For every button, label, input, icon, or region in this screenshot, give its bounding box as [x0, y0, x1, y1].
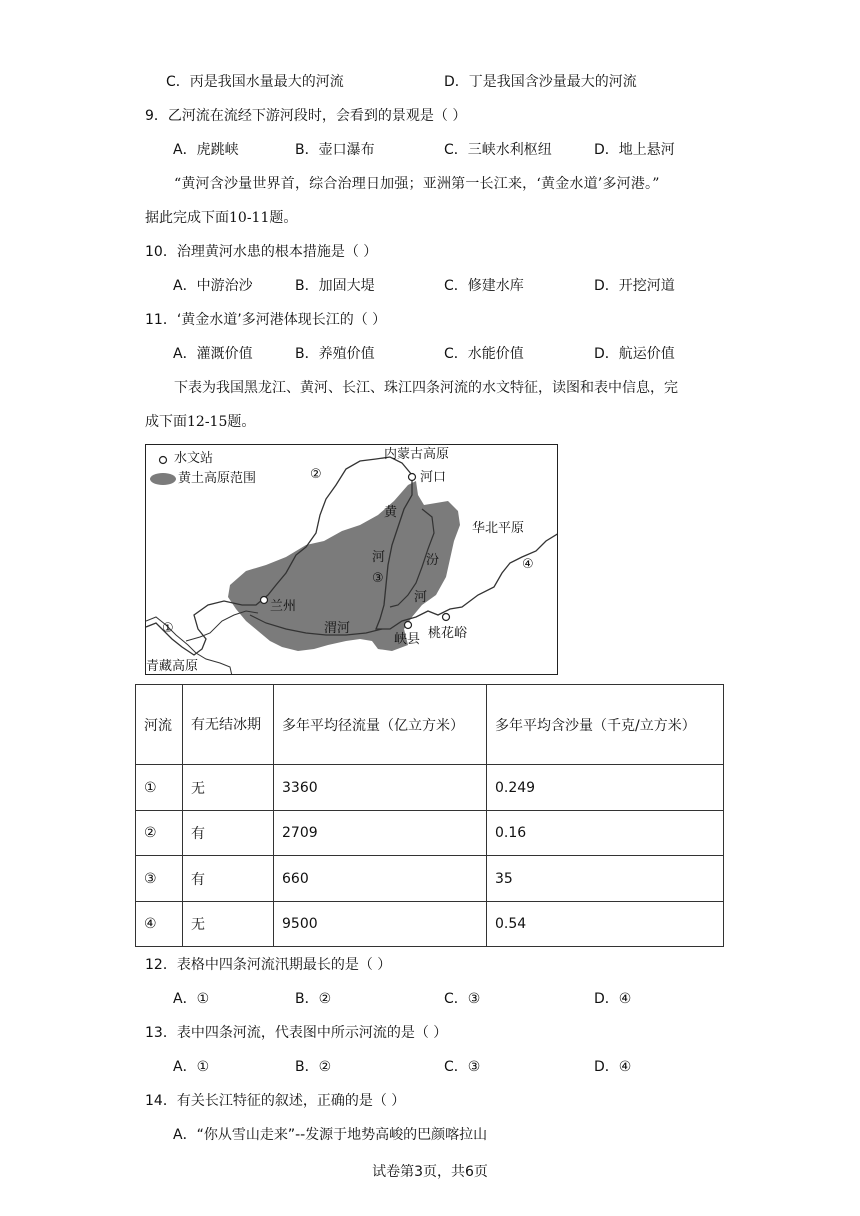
header-river: 河流	[136, 685, 183, 765]
q13-option-d: D．④	[594, 1059, 632, 1075]
cell-river: ③	[136, 856, 183, 902]
label-qinghai-tibet-plateau: 青藏高原	[146, 659, 199, 674]
cell-ice: 无	[183, 902, 274, 947]
cell-river: ④	[136, 902, 183, 947]
table-row	[136, 902, 724, 947]
header-ice-period: 有无结冰期	[183, 685, 274, 765]
label-taohuayu: 桃花峪	[428, 626, 468, 641]
cell-sediment: 0.249	[487, 765, 724, 811]
label-river-4: ④	[522, 557, 534, 572]
cell-runoff: 3360	[274, 765, 487, 811]
passage-instruction: 据此完成下面10-11题。	[145, 210, 298, 226]
q9-option-d: D．地上悬河	[594, 142, 675, 158]
passage-table-intro: 下表为我国黑龙江、黄河、长江、珠江四条河流的水文特征，读图和表中信息，完	[174, 380, 678, 396]
label-lanzhou: 兰州	[270, 599, 297, 614]
q13-option-a: A．①	[173, 1059, 210, 1075]
label-he-1: 河	[372, 550, 386, 565]
hydrology-table	[135, 684, 724, 947]
table-row	[136, 765, 724, 811]
cell-runoff: 2709	[274, 811, 487, 856]
label-river-3: ③	[372, 571, 384, 586]
q11-stem: 11．‘黄金水道’多河港体现长江的（ ）	[145, 312, 387, 328]
cell-river: ①	[136, 765, 183, 811]
table-header-row	[136, 685, 724, 765]
passage-table-instruction: 成下面12-15题。	[145, 414, 256, 430]
legend-loess-label: 黄土高原范围	[178, 471, 257, 486]
station-xiaxian	[405, 622, 412, 629]
label-he-2: 河	[414, 590, 428, 605]
q9-stem: 9．乙河流在流经下游河段时，会看到的景观是（ ）	[145, 108, 467, 124]
cell-river: ②	[136, 811, 183, 856]
q11-option-d: D．航运价值	[594, 346, 675, 362]
q11-option-c: C．水能价值	[444, 346, 524, 362]
station-taohuayu	[443, 614, 450, 621]
q10-stem: 10．治理黄河水患的根本措施是（ ）	[145, 244, 378, 260]
page-footer: 试卷第3页，共6页	[372, 1164, 488, 1180]
cell-ice: 有	[183, 811, 274, 856]
q13-option-b: B．②	[295, 1059, 332, 1075]
station-lanzhou	[261, 597, 268, 604]
station-hekou	[409, 474, 416, 481]
q10-option-c: C．修建水库	[444, 278, 524, 294]
header-sediment: 多年平均含沙量（千克/立方米）	[487, 685, 724, 765]
label-inner-mongolia: 内蒙古高原	[384, 447, 450, 462]
cell-sediment: 0.54	[487, 902, 724, 947]
cell-runoff: 9500	[274, 902, 487, 947]
header-runoff: 多年平均径流量（亿立方米）	[274, 685, 487, 765]
label-weihe: 渭河	[324, 621, 351, 636]
table-row	[136, 811, 724, 856]
q12-option-a: A．①	[173, 991, 210, 1007]
label-hekou: 河口	[420, 470, 447, 485]
q10-option-d: D．开挖河道	[594, 278, 675, 294]
q14-option-a: A．“你从雪山走来”--发源于地势高峻的巴颜喀拉山	[173, 1127, 488, 1143]
q13-stem: 13．表中四条河流，代表图中所示河流的是（ ）	[145, 1025, 448, 1041]
table-row	[136, 856, 724, 902]
q9-option-c: C．三峡水利枢纽	[444, 142, 552, 158]
q9-option-b: B．壶口瀑布	[295, 142, 375, 158]
cell-sediment: 35	[487, 856, 724, 902]
q12-option-b: B．②	[295, 991, 332, 1007]
legend-station-symbol	[160, 457, 167, 464]
label-river-1: ①	[162, 621, 174, 636]
legend-station-label: 水文站	[174, 451, 214, 466]
yellow-river-map	[145, 444, 558, 675]
label-river-2: ②	[310, 467, 322, 482]
q8-option-d: D．丁是我国含沙量最大的河流	[444, 74, 637, 90]
q8-option-c: C．丙是我国水量最大的河流	[166, 74, 344, 90]
label-north-china-plain: 华北平原	[472, 521, 525, 536]
label-huang: 黄	[384, 505, 398, 520]
q11-option-a: A．灌溉价值	[173, 346, 253, 362]
label-xiaxian: 峡县	[394, 632, 421, 647]
q9-option-a: A．虎跳峡	[173, 142, 239, 158]
q13-option-c: C．③	[444, 1059, 481, 1075]
q14-stem: 14．有关长江特征的叙述，正确的是（ ）	[145, 1093, 406, 1109]
q12-option-d: D．④	[594, 991, 632, 1007]
q12-option-c: C．③	[444, 991, 481, 1007]
q10-option-b: B．加固大堤	[295, 278, 375, 294]
q12-stem: 12．表格中四条河流汛期最长的是（ ）	[145, 957, 392, 973]
q11-option-b: B．养殖价值	[295, 346, 375, 362]
cell-ice: 无	[183, 765, 274, 811]
cell-ice: 有	[183, 856, 274, 902]
q10-option-a: A．中游治沙	[173, 278, 253, 294]
cell-runoff: 660	[274, 856, 487, 902]
passage-quote: “黄河含沙量世界首，综合治理日加强；亚洲第一长江来，‘黄金水道’多河港。”	[174, 176, 660, 192]
label-fen: 汾	[426, 553, 440, 568]
cell-sediment: 0.16	[487, 811, 724, 856]
legend-loess-swatch	[150, 473, 176, 485]
